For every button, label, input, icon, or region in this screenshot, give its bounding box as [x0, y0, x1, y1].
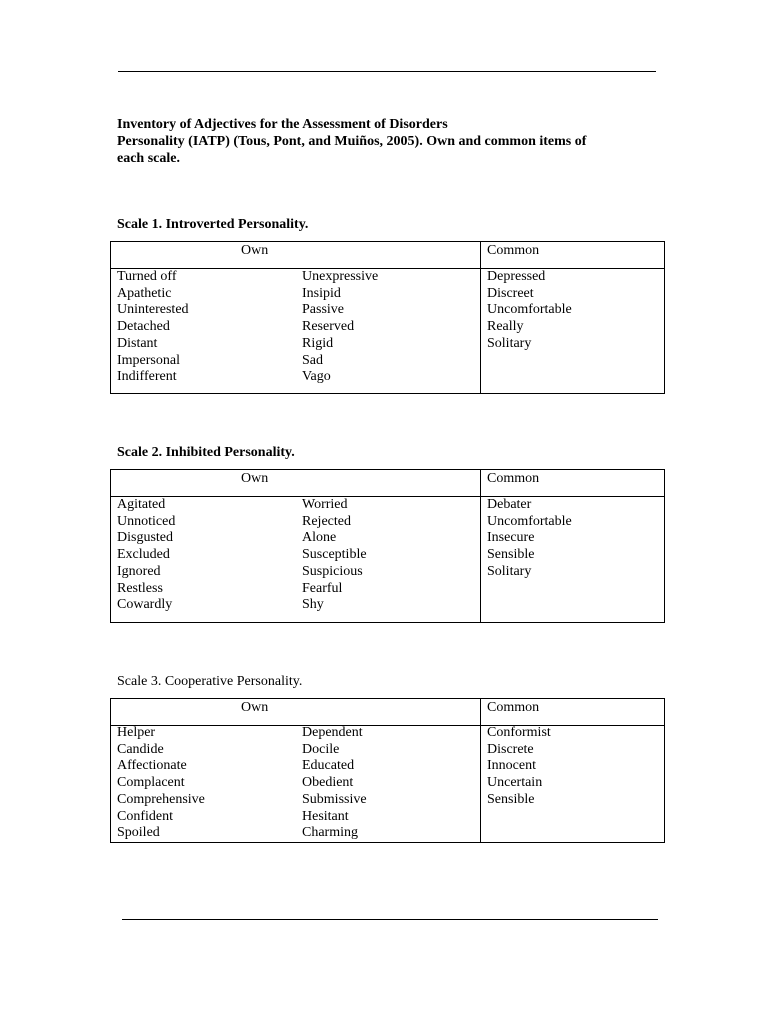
list-item: Solitary — [487, 563, 532, 579]
scale-3-heading: Scale 3. Cooperative Personality. — [117, 674, 303, 689]
list-item: Distant — [117, 335, 158, 351]
list-item: Turned off — [117, 269, 177, 284]
scale-1-table — [110, 241, 665, 394]
list-item: Dependent — [302, 725, 363, 740]
own-header: Own — [241, 700, 269, 715]
list-item: Cowardly — [117, 597, 173, 613]
list-item: Solitary — [487, 335, 532, 351]
list-item: Insipid — [302, 285, 341, 301]
list-item: Rigid — [302, 335, 334, 351]
scale-1-heading: Scale 1. Introverted Personality. — [117, 217, 309, 232]
list-item: Detached — [117, 319, 170, 335]
scale-2-heading: Scale 2. Inhibited Personality. — [117, 445, 295, 460]
list-item: Shy — [302, 597, 324, 613]
list-item: Fearful — [302, 580, 343, 596]
own-column-1 — [117, 725, 205, 842]
list-item: Indifferent — [117, 369, 177, 385]
table-header-row — [111, 242, 664, 269]
list-item: Restless — [117, 580, 163, 596]
list-item: Insecure — [487, 530, 535, 546]
title-line-2: Personality (IATP) (Tous, Pont, and Muiños, 2005). Own and common items of — [117, 134, 587, 149]
list-item: Really — [487, 319, 524, 335]
list-item: Obedient — [302, 775, 354, 791]
list-item: Passive — [302, 302, 344, 318]
own-column-2 — [302, 269, 378, 386]
table-header-row — [111, 470, 664, 497]
list-item: Uncertain — [487, 775, 543, 791]
list-item: Complacent — [117, 775, 185, 791]
title-line-1: Inventory of Adjectives for the Assessment of Disorders — [117, 117, 448, 132]
list-item: Uncomfortable — [487, 513, 572, 529]
list-item: Depressed — [487, 269, 546, 284]
list-item: Agitated — [117, 497, 166, 512]
list-item: Uncomfortable — [487, 302, 572, 318]
title-line-3: each scale. — [117, 151, 180, 166]
list-item: Docile — [302, 741, 340, 757]
common-header: Common — [487, 243, 540, 258]
list-item: Susceptible — [302, 547, 367, 563]
list-item: Unnoticed — [117, 513, 176, 529]
list-item: Suspicious — [302, 563, 363, 579]
list-item: Candide — [117, 741, 164, 757]
own-column-2 — [302, 497, 367, 614]
list-item: Impersonal — [117, 352, 180, 368]
list-item: Alone — [302, 530, 337, 546]
list-item: Worried — [302, 497, 348, 512]
list-item: Excluded — [117, 547, 170, 563]
list-item: Disgusted — [117, 530, 173, 546]
list-item: Affectionate — [117, 758, 187, 774]
own-header: Own — [241, 471, 269, 486]
list-item: Spoiled — [117, 825, 160, 841]
list-item: Innocent — [487, 758, 536, 774]
own-header: Own — [241, 243, 269, 258]
top-rule — [118, 71, 656, 72]
list-item: Submissive — [302, 791, 367, 807]
list-item: Helper — [117, 725, 156, 740]
common-column — [487, 497, 572, 581]
common-header: Common — [487, 700, 540, 715]
scale-2-table — [110, 469, 665, 623]
table-header-row — [111, 699, 664, 726]
list-item: Ignored — [117, 563, 161, 579]
list-item: Uninterested — [117, 302, 189, 318]
own-column-1 — [117, 497, 175, 614]
list-item: Confident — [117, 808, 173, 824]
list-item: Hesitant — [302, 808, 349, 824]
common-column — [487, 725, 551, 809]
list-item: Educated — [302, 758, 355, 774]
list-item: Discrete — [487, 741, 534, 757]
scale-3-table — [110, 698, 665, 843]
list-item: Discreet — [487, 285, 534, 301]
list-item: Conformist — [487, 725, 551, 740]
common-header: Common — [487, 471, 540, 486]
document-title — [117, 116, 647, 167]
list-item: Sad — [302, 352, 323, 368]
list-item: Debater — [487, 497, 532, 512]
own-column-1 — [117, 269, 189, 386]
list-item: Sensible — [487, 791, 535, 807]
list-item: Apathetic — [117, 285, 172, 301]
bottom-rule — [122, 919, 658, 920]
list-item: Reserved — [302, 319, 355, 335]
list-item: Charming — [302, 825, 358, 841]
list-item: Comprehensive — [117, 791, 205, 807]
list-item: Rejected — [302, 513, 351, 529]
list-item: Sensible — [487, 547, 535, 563]
common-column — [487, 269, 572, 353]
list-item: Vago — [302, 369, 331, 385]
own-column-2 — [302, 725, 367, 842]
list-item: Unexpressive — [302, 269, 379, 284]
